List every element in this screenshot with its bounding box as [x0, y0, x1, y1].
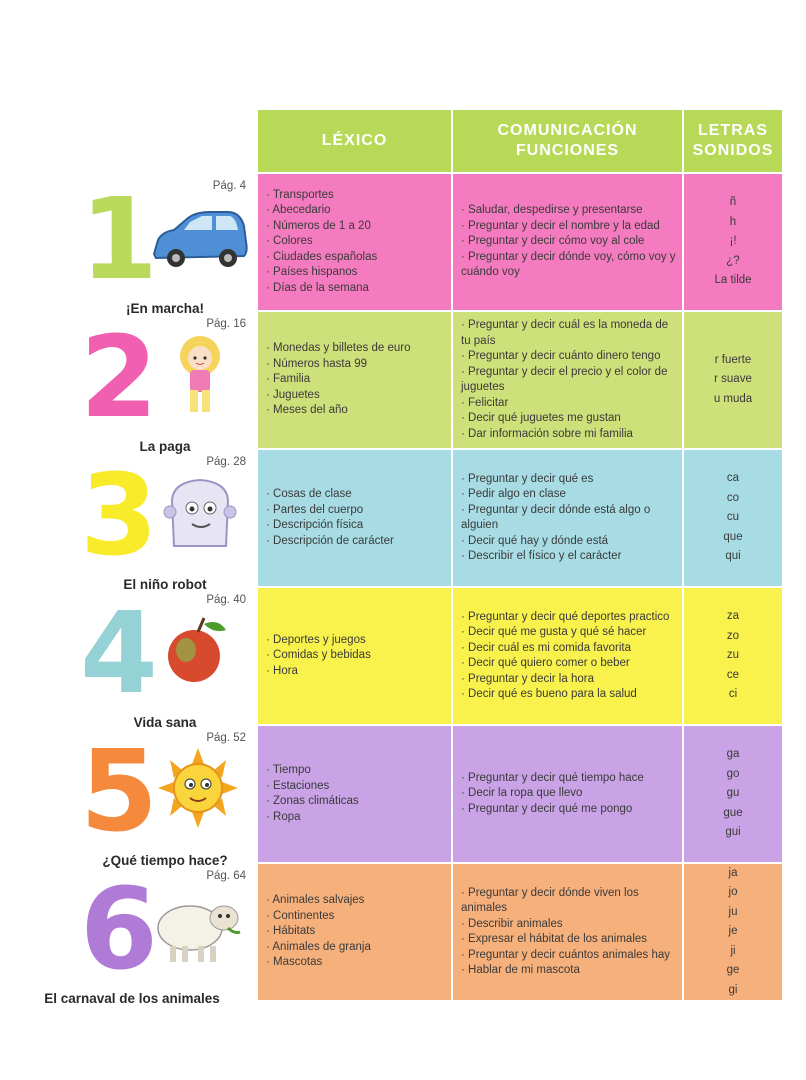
list-item: · Preguntar y decir la hora: [461, 672, 678, 688]
list-item: · Preguntar y decir dónde está algo o alguien: [461, 503, 678, 534]
list-item: · Felicitar: [461, 396, 678, 412]
unit-block-5: [70, 726, 260, 868]
list-item: · Tiempo: [266, 763, 451, 779]
list-item: · Deportes y juegos: [266, 633, 451, 649]
list-item: · Dar información sobre mi familia: [461, 427, 678, 443]
robot-icon: [148, 472, 252, 552]
letter-item: ge: [726, 964, 740, 977]
letter-item: co: [726, 491, 740, 504]
list-item: · Preguntar y decir qué me pongo: [461, 802, 678, 818]
list-item: · Ropa: [266, 810, 451, 826]
header-letras: [684, 110, 782, 172]
list-item: · Preguntar y decir qué tiempo hace: [461, 771, 678, 787]
letter-item: gi: [728, 983, 738, 996]
unit-block-2: [70, 312, 260, 454]
header-lexico-label: LÉXICO: [321, 132, 388, 149]
unit-title: ¿Qué tiempo hace?: [102, 853, 228, 868]
list-item: · Decir qué hay y dónde está: [461, 534, 678, 550]
letras-cell: [684, 174, 782, 310]
page-ref: Pág. 40: [206, 594, 246, 606]
list-item: · Zonas climáticas: [266, 794, 451, 810]
letter-item: ci: [728, 688, 738, 701]
comunicacion-cell: [453, 864, 682, 1000]
letter-item: za: [726, 610, 740, 623]
page-ref: Pág. 28: [206, 456, 246, 468]
list-item: · Preguntar y decir dónde viven los animales: [461, 886, 678, 917]
list-item: · Comidas y bebidas: [266, 648, 451, 664]
unit-number: 2: [80, 313, 158, 443]
unit-number: 6: [80, 865, 158, 995]
header-letras-line1: LETRAS: [697, 122, 768, 139]
letter-item: ji: [730, 944, 736, 957]
list-item: · Transportes: [266, 188, 451, 204]
header-comunicacion-line1: COMUNICACIÓN: [497, 122, 638, 139]
unit-block-4: [70, 588, 260, 730]
unit-title: ¡En marcha!: [125, 301, 205, 316]
letter-item: je: [728, 925, 738, 938]
lexico-cell: [258, 588, 451, 724]
letras-cell: [684, 312, 782, 448]
unit-row-2: [258, 312, 782, 448]
list-item: · Hablar de mi mascota: [461, 963, 678, 979]
lexico-cell: [258, 864, 451, 1000]
letras-cell: [684, 864, 782, 1000]
list-item: · Saludar, despedirse y presentarse: [461, 203, 678, 219]
letter-item: u muda: [713, 392, 753, 405]
list-item: · Familia: [266, 372, 451, 388]
list-item: · Decir qué quiero comer o beber: [461, 656, 678, 672]
list-item: · Juguetes: [266, 388, 451, 404]
list-item: · Hábitats: [266, 924, 451, 940]
letter-item: ja: [728, 866, 738, 879]
unit-row-4: [258, 588, 782, 724]
letras-cell: [684, 450, 782, 586]
list-item: · Continentes: [266, 909, 451, 925]
list-item: · Descripción física: [266, 518, 451, 534]
unit-row-6: [258, 864, 782, 1000]
list-item: · Pedir algo en clase: [461, 487, 678, 503]
letter-item: go: [726, 767, 740, 780]
lexico-cell: [258, 726, 451, 862]
sheep-icon: [148, 886, 252, 966]
unit-row-5: [258, 726, 782, 862]
list-item: · Preguntar y decir cuántos animales hay: [461, 948, 678, 964]
letter-item: gui: [725, 826, 741, 839]
list-item: · Preguntar y decir qué deportes practico: [461, 610, 678, 626]
letras-cell: [684, 726, 782, 862]
unit-number: 3: [80, 451, 158, 581]
letter-item: qui: [725, 550, 741, 563]
list-item: · Preguntar y decir cuál es la moneda de tu país: [461, 318, 678, 349]
list-item: · Animales de granja: [266, 940, 451, 956]
letras-cell: [684, 588, 782, 724]
list-item: · Mascotas: [266, 955, 451, 971]
letter-item: La tilde: [714, 274, 752, 287]
comunicacion-cell: [453, 174, 682, 310]
list-item: · Abecedario: [266, 203, 451, 219]
letter-item: ¡!: [729, 235, 737, 248]
list-item: · Preguntar y decir dónde voy, cómo voy y cuándo voy: [461, 250, 678, 281]
list-item: · Días de la semana: [266, 281, 451, 297]
list-item: · Preguntar y decir cómo voy al cole: [461, 234, 678, 250]
list-item: · Colores: [266, 234, 451, 250]
letter-item: ¿?: [726, 254, 740, 267]
unit-number: 4: [80, 589, 158, 719]
list-item: · Preguntar y decir el nombre y la edad: [461, 219, 678, 235]
list-item: · Decir cuál es mi comida favorita: [461, 641, 678, 657]
unit-number: 5: [80, 727, 158, 857]
letter-item: r suave: [714, 373, 752, 386]
letter-item: jo: [728, 886, 738, 899]
letter-item: que: [723, 530, 743, 543]
list-item: · Meses del año: [266, 403, 451, 419]
page-ref: Pág. 52: [206, 732, 246, 744]
list-item: · Describir animales: [461, 917, 678, 933]
header-comunicacion-line2: FUNCIONES: [515, 142, 620, 159]
list-item: · Países hispanos: [266, 265, 451, 281]
unit-number: 1: [80, 175, 158, 305]
unit-block-1: [70, 174, 260, 316]
letter-item: ce: [726, 668, 740, 681]
unit-block-3: [70, 450, 260, 592]
list-item: · Números hasta 99: [266, 357, 451, 373]
letter-item: gue: [723, 806, 743, 819]
letter-item: ñ: [729, 196, 737, 209]
list-item: · Decir qué me gusta y qué sé hacer: [461, 625, 678, 641]
list-item: · Describir el físico y el carácter: [461, 549, 678, 565]
list-item: · Animales salvajes: [266, 893, 451, 909]
letter-item: r fuerte: [714, 353, 752, 366]
page-ref: Pág. 4: [212, 180, 246, 192]
header-letras-line2: SONIDOS: [692, 142, 774, 159]
unit-title: Vida sana: [133, 715, 197, 730]
letter-item: zo: [726, 629, 740, 642]
list-item: · Números de 1 a 20: [266, 219, 451, 235]
letter-item: gu: [726, 787, 740, 800]
comunicacion-cell: [453, 312, 682, 448]
unit-title: El carnaval de los animales: [44, 991, 220, 1006]
lexico-cell: [258, 174, 451, 310]
list-item: · Partes del cuerpo: [266, 503, 451, 519]
list-item: · Preguntar y decir qué es: [461, 472, 678, 488]
letter-item: h: [729, 215, 737, 228]
page-ref: Pág. 16: [206, 318, 246, 330]
list-item: · Ciudades españolas: [266, 250, 451, 266]
lexico-cell: [258, 312, 451, 448]
list-item: · Hora: [266, 664, 451, 680]
list-item: · Decir qué es bueno para la salud: [461, 687, 678, 703]
unit-title: La paga: [139, 439, 191, 454]
list-item: · Cosas de clase: [266, 487, 451, 503]
list-item: · Decir la ropa que llevo: [461, 786, 678, 802]
sun-icon: [148, 748, 252, 828]
letter-item: ca: [726, 472, 740, 485]
list-item: · Estaciones: [266, 779, 451, 795]
list-item: · Preguntar y decir cuánto dinero tengo: [461, 349, 678, 365]
list-item: · Monedas y billetes de euro: [266, 341, 451, 357]
list-item: · Decir qué juguetes me gustan: [461, 411, 678, 427]
comunicacion-cell: [453, 726, 682, 862]
comunicacion-cell: [453, 450, 682, 586]
header-comunicacion: [453, 110, 682, 172]
letter-item: zu: [726, 649, 740, 662]
list-item: · Preguntar y decir el precio y el color de juguetes: [461, 365, 678, 396]
unit-title: El niño robot: [123, 577, 207, 592]
list-item: · Expresar el hábitat de los animales: [461, 932, 678, 948]
car-icon: [148, 196, 252, 276]
page-ref: Pág. 64: [206, 870, 246, 882]
unit-row-3: [258, 450, 782, 586]
lexico-cell: [258, 450, 451, 586]
comunicacion-cell: [453, 588, 682, 724]
letter-item: ga: [726, 748, 740, 761]
unit-block-6: [44, 864, 260, 1006]
apple-icon: [148, 610, 252, 690]
girl-icon: [148, 334, 252, 414]
letter-item: ju: [728, 905, 738, 918]
unit-row-1: [258, 174, 782, 310]
header-lexico: [258, 110, 451, 172]
letter-item: cu: [726, 511, 740, 524]
list-item: · Descripción de carácter: [266, 534, 451, 550]
